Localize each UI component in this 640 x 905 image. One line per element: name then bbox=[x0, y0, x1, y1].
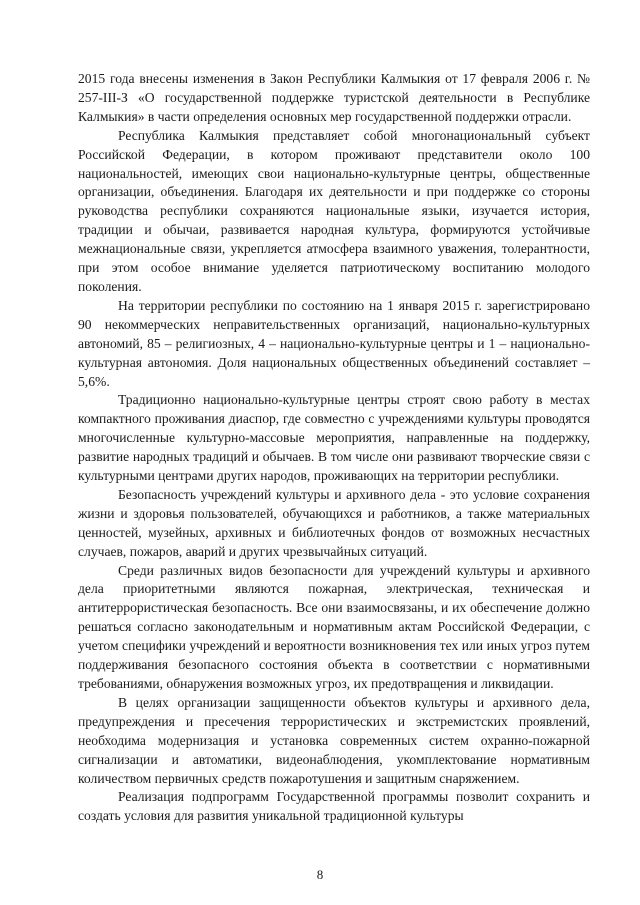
page-number: 8 bbox=[316, 867, 324, 882]
paragraph-safety: Безопасность учреждений культуры и архивного дела - это условие сохранения жизни и здоровья пользователей, обучающихся и работников, а также материальных ценностей, музейных, архивных и библиотечных фондов от возможных несчастных случаев, пожаров, аварий и других чрезвычайных ситуаций. bbox=[78, 486, 590, 559]
paragraph-multinational: Республика Калмыкия представляет собой многонациональный субъект Российской Федерации, в котором проживают представители около 100 национальностей, имеющих свои национально-культурные центры, общественные организации, объединения. Благодаря их деятельности и при поддержке со стороны руководства республики сохраняются национальные языки, изучается история, традиции и обычаи, развивается народная культура, формируются устойчивые межнациональные связи, укрепляется атмосфера взаимного уважения, толерантности, при этом особое внимание уделяется патриотическому воспитанию молодого поколения. bbox=[78, 127, 590, 294]
paragraph-cultural-centers: Традиционно национально-культурные центры строят свою работу в местах компактного проживания диаспор, где совместно с учреждениями культуры проводятся многочисленные культурно-массовые мероприятия, направленные на поддержку, развитие народных традиций и обычаев. В том числе они развивают творческие связи с культурными центрами других народов, проживающих на территории республики. bbox=[78, 392, 590, 484]
paragraph-organizations: На территории республики по состоянию на 1 января 2015 г. зарегистрировано 90 некоммерческих неправительственных организаций, национально-культурных автономий, 85 – религиозных, 4 – национально-культурные центры и 1 – национально-культурная автономия. Доля национальных общественных объединений составляет – 5,6%. bbox=[78, 297, 590, 389]
paragraph-implementation: Реализация подпрограмм Государственной программы позволит сохранить и создать условия для развития уникальной традиционной культуры bbox=[78, 789, 590, 824]
body-text bbox=[78, 70, 590, 826]
paragraph-protection: В целях организации защищенности объектов культуры и архивного дела, предупреждения и пресечения террористических и экстремистских проявлений, необходима модернизация и установка современных систем охранно-пожарной сигнализации и автоматики, видеонаблюдения, укомплектование нормативным количеством первичных средств пожаротушения и защитным снаряжением. bbox=[78, 694, 590, 786]
paragraph-amendments-continued: 2015 года внесены изменения в Закон Республики Калмыкия от 17 февраля 2006 г. № 257-III-З «О государственной поддержке туристской деятельности в Республике Калмыкия» в части определения основных мер государственной поддержки отрасли. bbox=[78, 71, 590, 124]
paragraph-safety-types: Среди различных видов безопасности для учреждений культуры и архивного дела приоритетными являются пожарная, электрическая, техническая и антитеррористическая безопасность. Все они взаимосвязаны, и их обеспечение должно решаться согласно законодательным и нормативным актам Российской Федерации, с учетом специфики учреждений и вероятности возникновения тех или иных угроз путем поддерживания безопасного состояния объекта в соответствии с нормативными требованиями, обнаружения возможных угроз, их предотвращения и ликвидации. bbox=[78, 562, 590, 691]
